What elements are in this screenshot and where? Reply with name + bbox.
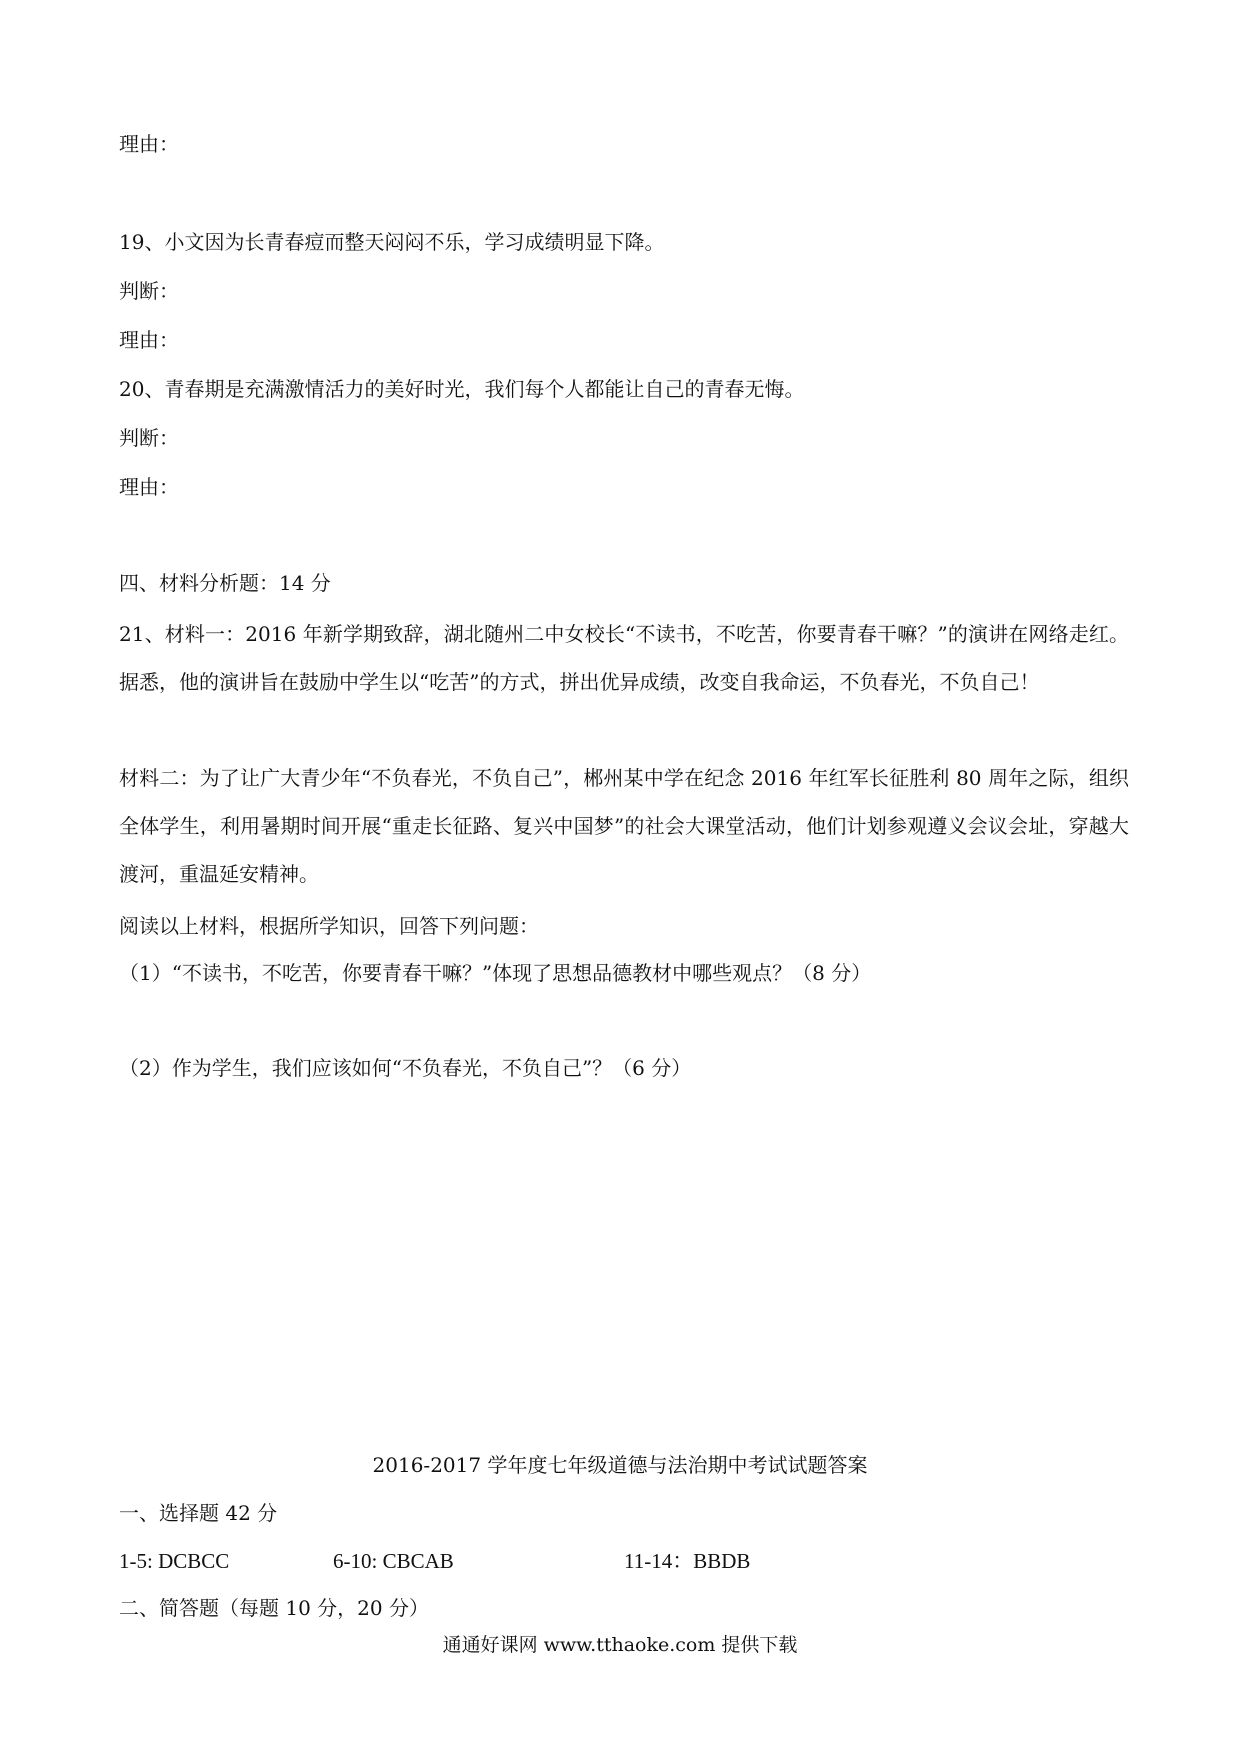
material-one: 21、材料一：2016 年新学期致辞，湖北随州二中女校长“不读书，不吃苦，你要青春干嘛？”的演讲在网络走红。据悉，他的演讲旨在鼓励中学生以“吃苦”的方式，拼出优异成绩，改变自我命运，不负春光，不负自己！ (119, 622, 1129, 694)
reading-instruction: 阅读以上材料，根据所学知识，回答下列问题： (119, 914, 539, 938)
footer-download-note: 通通好课网 www.tthaoke.com 提供下载 (442, 1634, 798, 1656)
material-two: 材料二：为了让广大青少年“不负春光，不负自己”，郴州某中学在纪念 2016 年红军长征胜利 80 周年之际，组织全体学生，利用暑期时间开展“重走长征路、复兴中国梦”的社会大课堂活动，他们计划参观遵义会议会址，穿越大渡河，重温延安精神。 (119, 766, 1129, 886)
mc-answers-11-14: 11-14：BBDB (624, 1549, 751, 1573)
q18-reason-label: 理由： (119, 132, 179, 156)
q19-question: 19、小文因为长青春痘而整天闷闷不乐，学习成绩明显下降。 (119, 230, 665, 254)
q19-reason-label: 理由： (119, 328, 179, 352)
q20-reason-label: 理由： (119, 475, 179, 499)
sub-question-2: （2）作为学生，我们应该如何“不负春光，不负自己”？（6 分） (119, 1056, 692, 1080)
section4-heading: 四、材料分析题：14 分 (119, 571, 331, 595)
q20-judge-label: 判断： (119, 426, 179, 450)
sub-question-1: （1）“不读书，不吃苦，你要青春干嘛？”体现了思想品德教材中哪些观点？（8 分） (119, 961, 872, 985)
answer-title: 2016-2017 学年度七年级道德与法治期中考试试题答案 (372, 1453, 868, 1477)
mc-answers-1-5: 1-5: DCBCC (119, 1549, 230, 1573)
q20-question: 20、青春期是充满激情活力的美好时光，我们每个人都能让自己的青春无悔。 (119, 377, 805, 401)
answer-section1-heading: 一、选择题 42 分 (119, 1501, 278, 1525)
mc-answers-6-10: 6-10: CBCAB (333, 1549, 454, 1573)
answer-section2-heading: 二、简答题（每题 10 分，20 分） (119, 1596, 429, 1620)
q19-judge-label: 判断： (119, 279, 179, 303)
